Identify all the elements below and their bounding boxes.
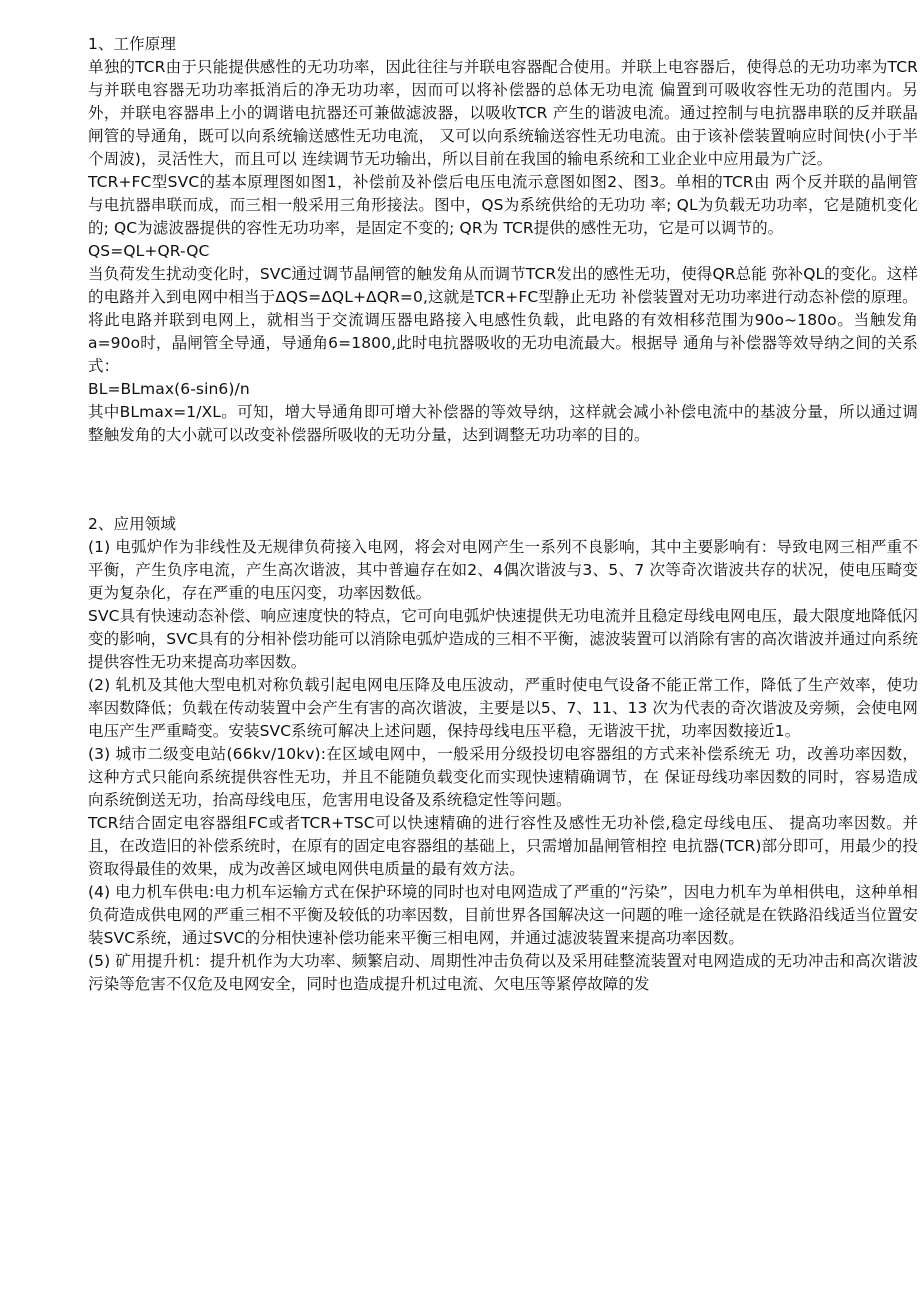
section-1-paragraph-1: 单独的TCR由于只能提供感性的无功功率，因此往往与并联电容器配合使用。并联上电容器后，使得总的无功功率为TCR与并联电容器无功功率抵消后的净无功功率，因而可以将补偿器的总体无功电流 偏置到可吸收容性无功的范围内。另外，并联电容器串上小的调谐电抗器还可兼做滤波器，以吸收TCR 产生的谐波电流。通过控制与电抗器串联的反并联晶闸管的导通角，既可以向系统输送感性无功电流， 又可以向系统输送容性无功电流。由于该补偿装置响应时间快(小于半个周波)，灵活性大，而且可以 连续调节无功输出，所以目前在我国的输电系统和工业企业中应用最为广泛。 bbox=[88, 58, 918, 168]
section-2-paragraph-2: SVC具有快速动态补偿、响应速度快的特点，它可向电弧炉快速提供无功电流并且稳定母线电网电压，最大限度地降低闪变的影响，SVC具有的分相补偿功能可以消除电弧炉造成的三相不平衡，滤波装置可以消除有害的高次谐波并通过向系统提供容性无功来提高功率因数。 bbox=[88, 607, 918, 671]
section-2-paragraph-6: (4) 电力机车供电:电力机车运输方式在保护环境的同时也对电网造成了严重的“污染”，因电力机车为单相供电，这种单相负荷造成供电网的严重三相不平衡及较低的功率因数，目前世界各国解决这一问题的唯一途径就是在铁路沿线适当位置安装SVC系统，通过SVC的分相快速补偿功能来平衡三相电网，并通过滤波装置来提高功率因数。 bbox=[88, 883, 918, 947]
section-1-paragraph-4: 将此电路并联到电网上，就相当于交流调压器电路接入电感性负载，此电路的有效相移范围为90o~180o。当触发角a=90o时，晶闸管全导通，导通角6=1800,此时电抗器吸收的无功电流最大。根据导 通角与补偿器等效导纳之间的关系式： bbox=[88, 311, 918, 375]
section-1-paragraph-3: 当负荷发生扰动变化时，SVC通过调节晶闸管的触发角从而调节TCR发出的感性无功，使得QR总能 弥补QL的变化。这样的电路并入到电网中相当于ΔQS=ΔQL+ΔQR=0,这就是TCR+FC型静止无功 补偿装置对无功功率进行动态补偿的原理。 bbox=[88, 265, 918, 306]
section-gap bbox=[88, 447, 918, 513]
section-2-paragraph-7: (5) 矿用提升机：提升机作为大功率、频繁启动、周期性冲击负荷以及采用硅整流装置对电网造成的无功冲击和高次谐波污染等危害不仅危及电网安全，同时也造成提升机过电流、欠电压等紧停故障的发 bbox=[88, 952, 918, 993]
section-1-paragraph-5: 其中BLmax=1/XL。可知，增大导通角即可增大补偿器的等效导纳，这样就会减小补偿电流中的基波分量，所以通过调整触发角的大小就可以改变补偿器所吸收的无功分量，达到调整无功功率的目的。 bbox=[88, 403, 918, 444]
section-1-paragraph-2: TCR+FC型SVC的基本原理图如图1，补偿前及补偿后电压电流示意图如图2、图3。单相的TCR由 两个反并联的晶闸管与电抗器串联而成，而三相一般采用三角形接法。图中，QS为系统供给的无功功 率; QL为负载无功功率，它是随机变化的; QC为滤波器提供的容性无功功率，是固定不变的; QR为 TCR提供的感性无功，它是可以调节的。 bbox=[88, 173, 918, 237]
section-2-paragraph-3: (2) 轧机及其他大型电机对称负载引起电网电压降及电压波动，严重时使电气设备不能正常工作，降低了生产效率，使功率因数降低；负载在传动装置中会产生有害的高次谐波，主要是以5、7、11、13 次为代表的奇次谐波及旁频，会使电网电压产生严重畸变。安装SVC系统可解决上述问题，保持母线电压平稳，无谐波干扰，功率因数接近1。 bbox=[88, 676, 918, 740]
formula-bl: BL=BLmax(6-sin6)/n bbox=[88, 380, 250, 398]
section-1-heading: 1、工作原理 bbox=[88, 35, 176, 53]
section-2-paragraph-4: (3) 城市二级变电站(66kv/10kv):在区域电网中，一般采用分级投切电容器组的方式来补偿系统无 功，改善功率因数，这种方式只能向系统提供容性无功，并且不能随负载变化而实现快速精确调节，在 保证母线功率因数的同时，容易造成向系统倒送无功，抬高母线电压，危害用电设备及系统稳定性等问题。 bbox=[88, 745, 918, 809]
formula-qs: QS=QL+QR-QC bbox=[88, 242, 210, 260]
section-2-heading: 2、应用领域 bbox=[88, 515, 176, 533]
section-2-paragraph-5: TCR结合固定电容器组FC或者TCR+TSC可以快速精确的进行容性及感性无功补偿,稳定母线电压、 提高功率因数。并且，在改造旧的补偿系统时，在原有的固定电容器组的基础上，只需增加晶闸管相控 电抗器(TCR)部分即可，用最少的投资取得最佳的效果，成为改善区域电网供电质量的最有效方法。 bbox=[88, 814, 918, 878]
section-2-paragraph-1: (1) 电弧炉作为非线性及无规律负荷接入电网，将会对电网产生一系列不良影响，其中主要影响有：导致电网三相严重不平衡，产生负序电流，产生高次谐波，其中普遍存在如2、4偶次谐波与3、5、7 次等奇次谐波共存的状况，使电压畸变更为复杂化，存在严重的电压闪变，功率因数低。 bbox=[88, 538, 918, 602]
